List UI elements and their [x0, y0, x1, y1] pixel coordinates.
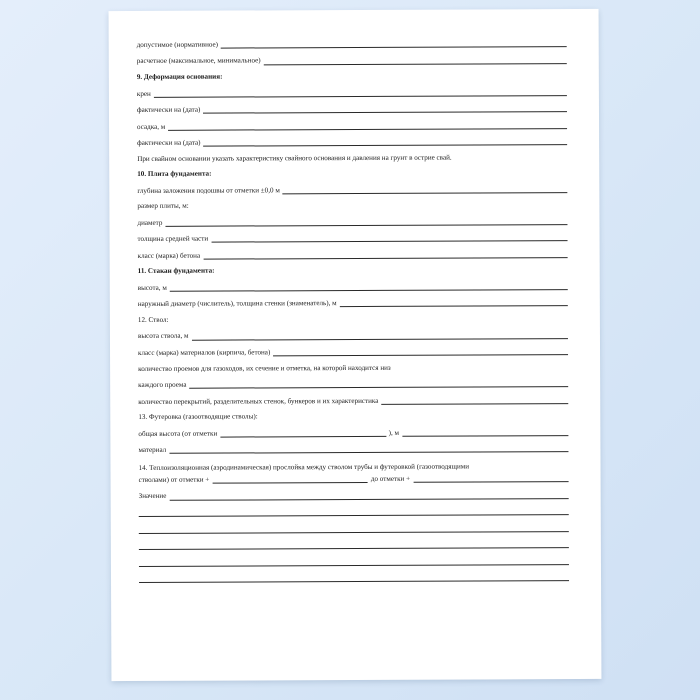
form-field-row[interactable] — [137, 39, 567, 49]
section-heading: 10. Плита фундамента: — [137, 169, 212, 179]
field-input-line[interactable] — [170, 282, 568, 292]
field-input-line[interactable] — [340, 299, 568, 308]
field-label: общая высота (от отметки — [138, 429, 218, 438]
field-input-line[interactable] — [283, 185, 568, 194]
section-heading: 11. Стакан фундамента: — [137, 266, 215, 276]
field-input-line[interactable] — [203, 104, 567, 114]
field-input-line[interactable] — [212, 475, 368, 484]
field-label: высота ствола, м — [137, 332, 189, 341]
field-input-line-2[interactable] — [402, 428, 568, 437]
field-label: глубина заложения подошвы от отметки ±0,0 м — [137, 186, 280, 195]
field-label-tail: до отметки + — [370, 474, 411, 483]
form-field-row[interactable] — [138, 299, 568, 309]
sub-label: 13. Футеровка (газоотводящие стволы): — [138, 412, 258, 422]
blank-write-line[interactable] — [139, 540, 569, 550]
field-input-line[interactable] — [168, 121, 567, 131]
paragraph-14-fields[interactable] — [139, 474, 569, 484]
form-field-row[interactable] — [138, 233, 568, 243]
document-sheet — [109, 9, 602, 681]
section-heading: 9. Деформация основания: — [136, 72, 223, 81]
form-field-row[interactable] — [138, 331, 568, 341]
field-label: класс (марка) бетона — [137, 251, 201, 260]
field-input-line[interactable] — [189, 379, 568, 389]
field-input-line[interactable] — [211, 233, 567, 243]
form-field-row[interactable] — [138, 282, 568, 292]
field-input-line[interactable] — [204, 137, 568, 147]
form-field-row[interactable] — [139, 491, 569, 501]
field-label: фактически на (дата) — [137, 138, 201, 147]
field-label: расчетное (максимальное, минимальное) — [136, 56, 261, 66]
form-field-row[interactable] — [138, 444, 568, 454]
form-field-row[interactable] — [137, 137, 567, 147]
field-input-line[interactable] — [169, 491, 568, 501]
form-field-row[interactable] — [137, 121, 567, 131]
form-field-row[interactable] — [137, 88, 567, 98]
field-input-line[interactable] — [220, 429, 386, 438]
field-input-line[interactable] — [192, 331, 568, 341]
note-text: При свайном основании указать характеристику свайного основания и давления на грунт в острие свай. — [137, 153, 452, 163]
field-label: осадка, м — [137, 122, 166, 131]
field-label: количество перекрытий, разделительных стенок, бункеров и их характеристика — [138, 396, 379, 406]
form-field-row[interactable] — [138, 250, 568, 260]
field-input-line[interactable] — [264, 56, 567, 65]
field-label: крен — [136, 89, 151, 98]
field-input-line-2[interactable] — [413, 474, 569, 483]
field-label: диаметр — [137, 218, 163, 227]
field-label: Значение — [138, 492, 167, 501]
field-input-line[interactable] — [169, 444, 568, 454]
field-label-tail: ), м — [388, 428, 400, 437]
blank-write-line[interactable] — [139, 524, 569, 534]
blank-write-line[interactable] — [139, 573, 569, 583]
note-text: количество проемов для газоходов, их сечение и отметка, на которой находится низ — [138, 363, 391, 373]
field-input-line[interactable] — [203, 250, 568, 260]
field-input-line[interactable] — [273, 347, 568, 356]
sub-label: 12. Ствол: — [137, 315, 169, 324]
document-body — [137, 39, 569, 591]
form-field-row[interactable] — [138, 379, 568, 389]
form-field-row-split[interactable] — [138, 428, 568, 438]
field-label: допустимое (нормативное) — [136, 40, 219, 49]
field-label: материал — [138, 445, 167, 455]
field-input-line[interactable] — [154, 88, 567, 98]
form-field-row[interactable] — [137, 185, 567, 195]
form-field-row[interactable] — [138, 347, 568, 357]
field-input-line[interactable] — [165, 217, 567, 227]
field-label: фактически на (дата) — [136, 105, 201, 114]
form-field-row[interactable] — [137, 104, 567, 114]
sub-label: размер плиты, м: — [137, 202, 189, 211]
blank-write-line[interactable] — [139, 557, 569, 567]
form-field-row[interactable] — [137, 217, 567, 227]
field-label: каждого проема — [138, 380, 187, 390]
form-field-row[interactable] — [137, 56, 567, 66]
field-label: толщина средней части — [137, 234, 209, 244]
field-label: наружный диаметр (числитель), толщина стенки (знаменатель), м — [137, 299, 337, 309]
field-input-line[interactable] — [381, 396, 568, 405]
paragraph-14-text: 14. Теплоизоляционная (аэродинамическая) прослойка между стволом трубы и футеровкой (газоотводящими — [138, 462, 470, 472]
field-input-line[interactable] — [221, 39, 567, 49]
blank-write-line[interactable] — [139, 507, 569, 517]
field-label: класс (марка) материалов (кирпича, бетона) — [138, 348, 271, 357]
form-field-row[interactable] — [138, 396, 568, 406]
field-label: стволами) от отметки + — [138, 475, 210, 484]
field-label: высота, м — [137, 283, 167, 292]
